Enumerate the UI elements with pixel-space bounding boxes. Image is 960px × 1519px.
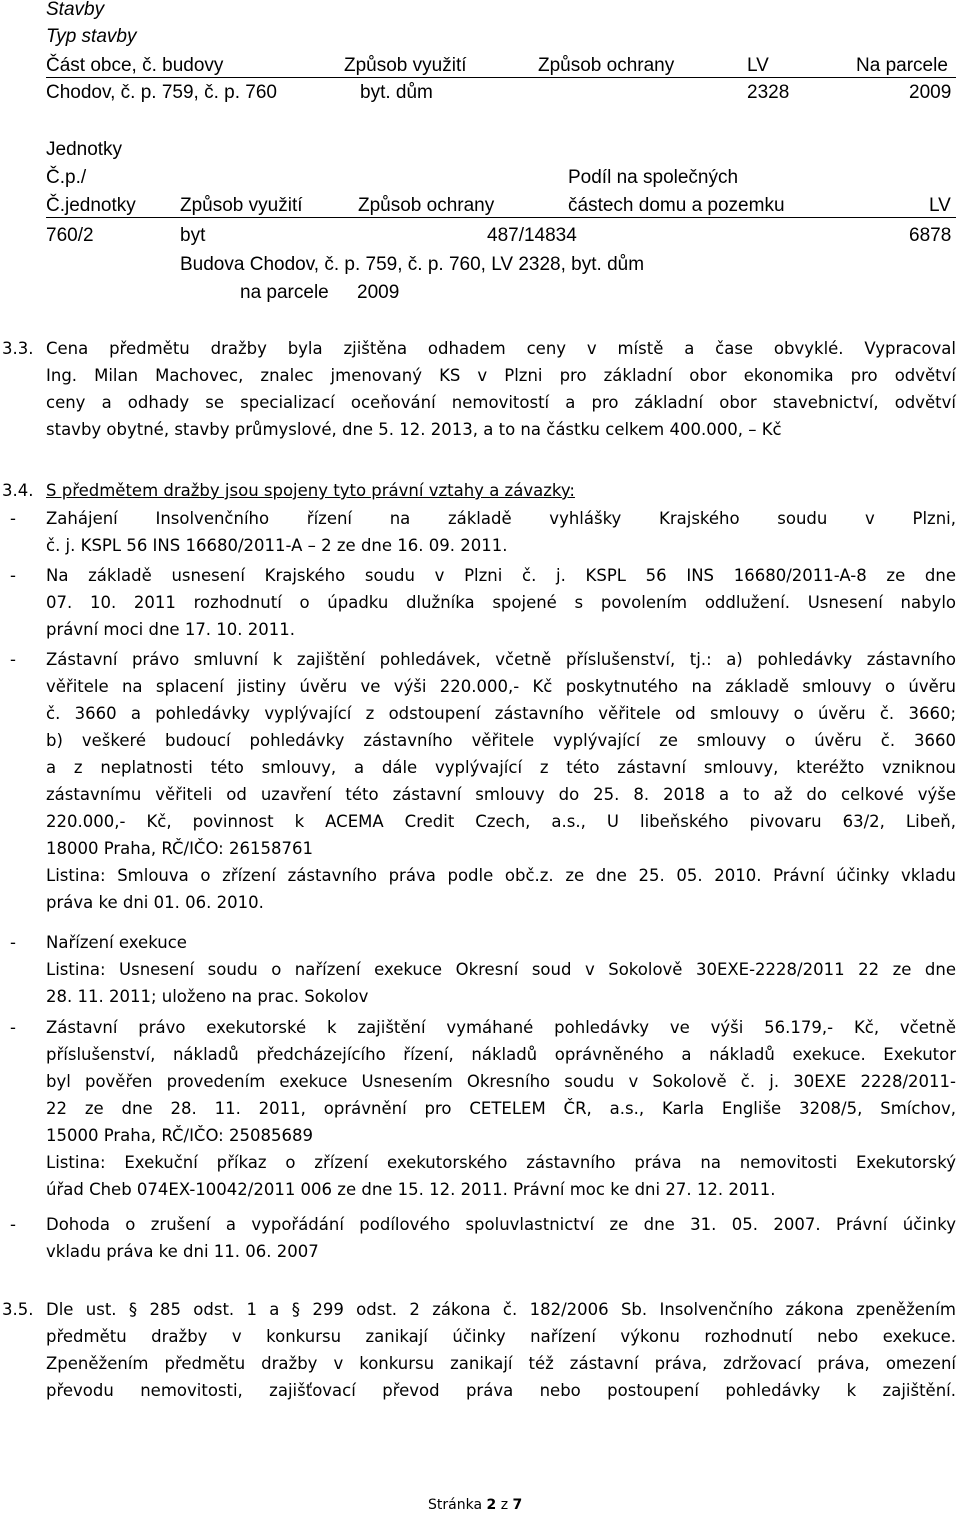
text-line: příslušenství, nákladů předcházejícího řízení, nákladů oprávněného a nákladů exekuce. Exekutor bbox=[46, 1045, 956, 1064]
text-line: č. 3660 a pohledávky vyplývající z odstoupení zástavního věřitele od smlouvy o úvěru č. 3660; bbox=[46, 704, 956, 723]
jednotky-col-share: částech domu a pozemku bbox=[568, 195, 785, 216]
list-item bbox=[46, 566, 956, 647]
section-3-4-title: S předmětem dražby jsou spojeny tyto právní vztahy a závazky: bbox=[46, 481, 575, 500]
text-line: Nařízení exekuce bbox=[46, 933, 187, 952]
list-item bbox=[46, 509, 956, 563]
text-line: 28. 11. 2011; uloženo na prac. Sokolov bbox=[46, 987, 369, 1006]
jednotky-col-use: Způsob využití bbox=[180, 195, 303, 216]
text-line: 15000 Praha, RČ/IČO: 25085689 bbox=[46, 1126, 313, 1145]
text-line: předmětu dražby v konkursu zanikají účinky nařízení výkonu rozhodnutí nebo exekuce. bbox=[46, 1327, 956, 1346]
section-3-3-number: 3.3. bbox=[2, 339, 34, 358]
text-line: úřad Cheb 074EX-10042/2011 006 ze dne 15. 12. 2011. Právní moc ke dni 27. 12. 2011. bbox=[46, 1180, 776, 1199]
text-line: Zástavní právo exekutorské k zajištění vymáhané pohledávky ve výši 56.179,- Kč, včetně bbox=[46, 1018, 956, 1037]
text-line: Zpeněžením předmětu dražby v konkursu zanikají též zástavní práva, zdržovací práva, omezení bbox=[46, 1354, 956, 1373]
text-line: Zahájení Insolvenčního řízení na základě vyhlášky Krajského soudu v Plzni, bbox=[46, 509, 956, 528]
section-3-5-text bbox=[46, 1300, 956, 1408]
text-line: věřitele na splacení jistiny úvěru ve výši 220.000,- Kč poskytnutého na základě smlouvy o úvěru bbox=[46, 677, 956, 696]
stavby-col-use: Způsob využití bbox=[344, 55, 467, 76]
text-line: Ing. Milan Machovec, znalec jmenovaný KS v Plzni pro základní obor ekonomika pro odvětví bbox=[46, 366, 956, 385]
text-line: právní moci dne 17. 10. 2011. bbox=[46, 620, 296, 639]
jednotky-parcel-value: 2009 bbox=[357, 282, 400, 303]
text-line: stavby obytné, stavby průmyslové, dne 5. 12. 2013, a to na částku celkem 400.000, – Kč bbox=[46, 420, 782, 439]
footer-label: Stránka bbox=[428, 1497, 483, 1513]
jednotky-cell-unit: 760/2 bbox=[46, 225, 94, 246]
jednotky-col4-top: Podíl na společných bbox=[568, 167, 739, 188]
stavby-col-lv: LV bbox=[747, 55, 769, 76]
stavby-cell-parcel: 2009 bbox=[909, 82, 952, 103]
jednotky-heading: Jednotky bbox=[46, 139, 123, 160]
text-line: Cena předmětu dražby byla zjištěna odhadem ceny v místě a čase obvyklé. Vypracoval bbox=[46, 339, 956, 358]
list-dash: - bbox=[10, 566, 16, 585]
text-line: 07. 10. 2011 rozhodnutí o úpadku dlužníka spojené s povolením oddlužení. Usnesení nabylo bbox=[46, 593, 956, 612]
text-line: a z neplatnosti této smlouvy, a dále vyplývající z této zástavní smlouvy, kteréžto vzniknou bbox=[46, 758, 956, 777]
jednotky-parcel-label: na parcele bbox=[240, 282, 329, 303]
text-line: Dle ust. § 285 odst. 1 a § 299 odst. 2 zákona č. 182/2006 Sb. Insolvenčního zákona zpeněžením bbox=[46, 1300, 956, 1319]
text-line: byl pověřen provedením exekuce Usnesením Okresního soudu v Sokolově č. j. 30EXE 2228/2011- bbox=[46, 1072, 956, 1091]
section-3-4-number: 3.4. bbox=[2, 481, 34, 500]
text-line: Listina: Usnesení soudu o nařízení exekuce Okresní soud v Sokolově 30EXE-2228/2011 22 ze dne bbox=[46, 960, 956, 979]
list-item bbox=[46, 1215, 956, 1269]
stavby-cell-use: byt. dům bbox=[360, 82, 433, 103]
stavby-cell-lv: 2328 bbox=[747, 82, 790, 103]
jednotky-col-unit: Č.jednotky bbox=[46, 195, 136, 216]
section-3-3-text bbox=[46, 339, 956, 447]
text-line: 220.000,- Kč, povinnost k ACEMA Credit Czech, a.s., U libeňského pivovaru 63/2, Libeň, bbox=[46, 812, 956, 831]
text-line: 18000 Praha, RČ/IČO: 26158761 bbox=[46, 839, 313, 858]
footer-current-page: 2 bbox=[486, 1497, 497, 1513]
list-dash: - bbox=[10, 509, 16, 528]
stavby-col-part: Část obce, č. budovy bbox=[46, 55, 224, 76]
text-line: ceny a odhady se specializací oceňování nemovitostí a pro základní obor stavebnictví, odvětví bbox=[46, 393, 956, 412]
list-item bbox=[46, 933, 956, 1014]
jednotky-cell-share: 487/14834 bbox=[487, 225, 577, 246]
text-line: Zástavní právo smluvní k zajištění pohledávek, včetně příslušenství, tj.: a) pohledávky zástavního bbox=[46, 650, 956, 669]
jednotky-col1-top: Č.p./ bbox=[46, 167, 87, 188]
jednotky-header-rule bbox=[46, 217, 956, 218]
jednotky-building: Budova Chodov, č. p. 759, č. p. 760, LV 2328, byt. dům bbox=[180, 254, 645, 275]
jednotky-col-protection: Způsob ochrany bbox=[358, 195, 495, 216]
jednotky-cell-lv: 6878 bbox=[909, 225, 952, 246]
page-footer bbox=[428, 1497, 522, 1513]
text-line: práva ke dni 01. 06. 2010. bbox=[46, 893, 264, 912]
jednotky-cell-use: byt bbox=[180, 225, 206, 246]
list-dash: - bbox=[10, 1018, 16, 1037]
footer-of: z bbox=[500, 1497, 509, 1513]
stavby-heading: Stavby bbox=[46, 0, 105, 20]
list-item bbox=[46, 1018, 956, 1207]
footer-total-pages: 7 bbox=[512, 1497, 523, 1513]
section-3-5-number: 3.5. bbox=[2, 1300, 34, 1319]
text-line: Dohoda o zrušení a vypořádání podílového spoluvlastnictví ze dne 31. 05. 2007. Právní účinky bbox=[46, 1215, 956, 1234]
list-dash: - bbox=[10, 933, 16, 952]
stavby-subheading: Typ stavby bbox=[46, 26, 137, 47]
list-dash: - bbox=[10, 1215, 16, 1234]
text-line: Listina: Smlouva o zřízení zástavního práva podle obč.z. ze dne 25. 05. 2010. Právní účinky vkladu bbox=[46, 866, 956, 885]
stavby-col-protection: Způsob ochrany bbox=[538, 55, 675, 76]
text-line: 22 ze dne 28. 11. 2011, oprávnění pro CETELEM ČR, a.s., Karla Engliše 3208/5, Smíchov, bbox=[46, 1099, 956, 1118]
stavby-cell-part: Chodov, č. p. 759, č. p. 760 bbox=[46, 82, 277, 103]
text-line: č. j. KSPL 56 INS 16680/2011-A – 2 ze dne 16. 09. 2011. bbox=[46, 536, 508, 555]
text-line: převodu nemovitosti, zajišťovací převod práva nebo postoupení pohledávky k zajištění. bbox=[46, 1381, 956, 1400]
list-item bbox=[46, 650, 956, 920]
text-line: b) veškeré budoucí pohledávky zástavního věřitele vyplývající ze smlouvy o úvěru č. 3660 bbox=[46, 731, 956, 750]
stavby-header-rule bbox=[46, 77, 956, 78]
text-line: Listina: Exekuční příkaz o zřízení exekutorského zástavního práva na nemovitosti Exekutorský bbox=[46, 1153, 956, 1172]
text-line: Na základě usnesení Krajského soudu v Plzni č. j. KSPL 56 INS 16680/2011-A-8 ze dne bbox=[46, 566, 956, 585]
list-dash: - bbox=[10, 650, 16, 669]
jednotky-col-lv: LV bbox=[929, 195, 951, 216]
text-line: vkladu práva ke dni 11. 06. 2007 bbox=[46, 1242, 319, 1261]
text-line: zástavnímu věřiteli od uzavření této zástavní smlouvy do 25. 8. 2018 a to až do celkové výše bbox=[46, 785, 956, 804]
stavby-col-parcel: Na parcele bbox=[856, 55, 948, 76]
